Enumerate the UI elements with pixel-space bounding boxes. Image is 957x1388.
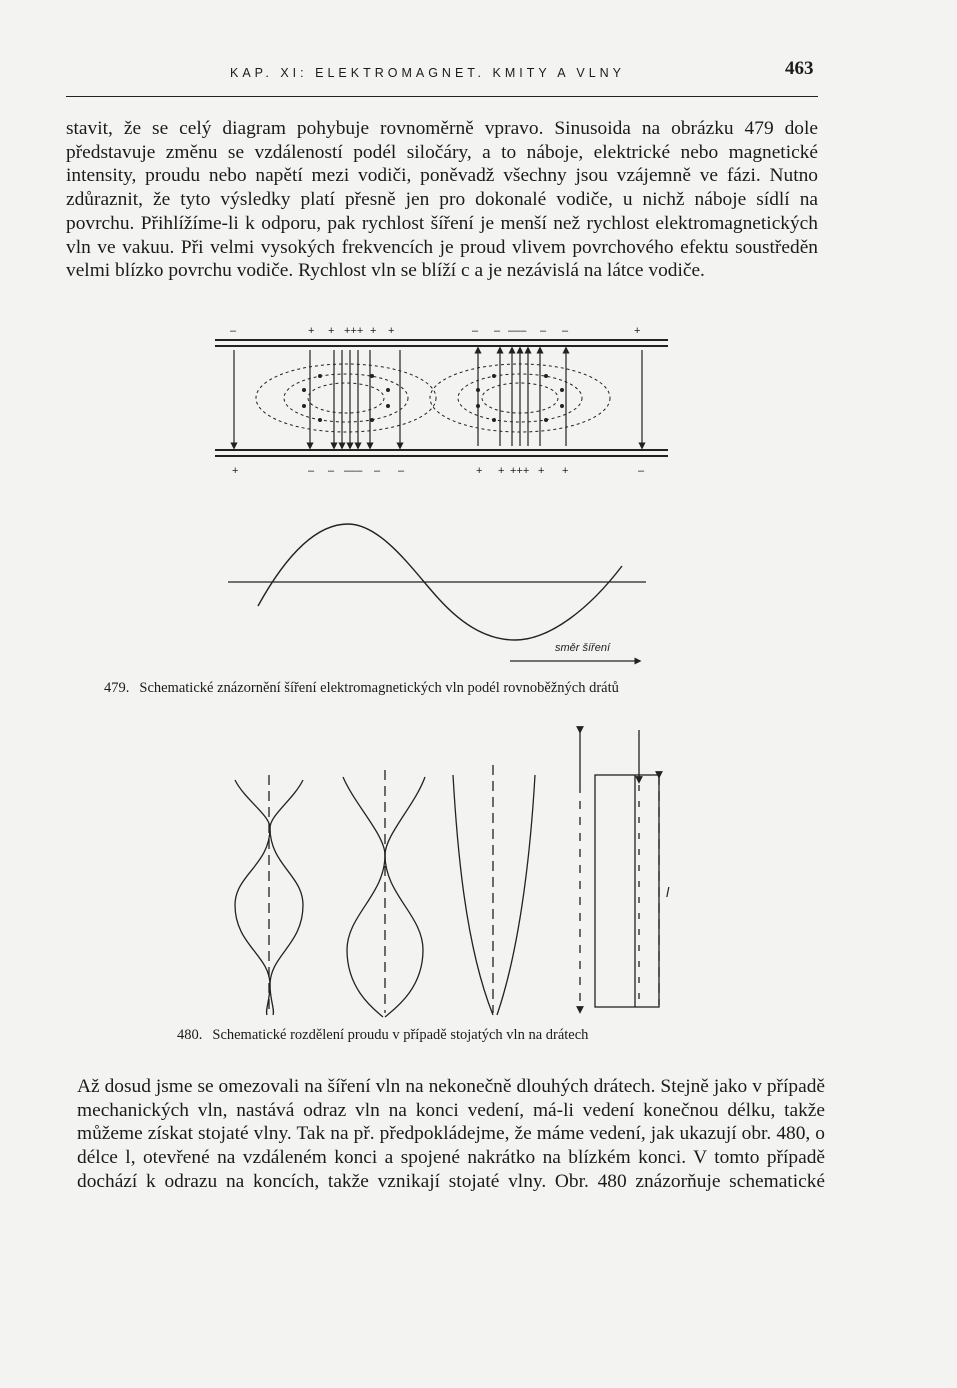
field-dots bbox=[302, 374, 564, 422]
paragraph-bottom: Až dosud jsme se omezovali na šíření vln na nekonečně dlouhých drátech. Stejně jako v případě mechanických vln, nastává odraz vln na konci vedení, má-li vedení konečnou délku, takže můžeme získat stojaté vlny. Tak na př. předpokládejme, že máme vedení, jak ukazují obr. 480, o délce l, otevřené na vzdáleném konci a spojené nakrátko na blízkém konci. V tomto případě dochází k odrazu na koncích, takže vznikají stojaté vlny. Obr. 480 znázorňuje schematické bbox=[77, 1076, 825, 1192]
figure-480-caption bbox=[177, 1027, 588, 1044]
page-number: 463 bbox=[785, 58, 814, 79]
header-rule bbox=[66, 96, 818, 97]
length-label: l bbox=[666, 884, 670, 900]
figure-479-drawing bbox=[210, 318, 680, 668]
running-head: KAP. XI: ELEKTROMAGNET. KMITY A VLNY bbox=[230, 66, 626, 80]
figure-479-caption bbox=[104, 680, 619, 697]
figure-480-drawing bbox=[225, 725, 705, 1025]
figure-480-caption-text: Schematické rozdělení proudu v případě stojatých vln na drátech bbox=[212, 1027, 589, 1043]
bottom-wire bbox=[215, 450, 668, 456]
figure-480 bbox=[225, 725, 705, 1025]
figure-479-caption-number: 479. bbox=[104, 680, 130, 696]
electric-field-lines bbox=[234, 350, 642, 446]
top-wire bbox=[215, 340, 668, 346]
direction-label: směr šíření bbox=[555, 642, 611, 654]
shorted-line-diagram bbox=[580, 730, 659, 1010]
top-charge-signs: – + + +++ + + – – ––– – – + bbox=[230, 325, 641, 337]
paragraph-top: stavit, že se celý diagram pohybuje rovnoměrně vpravo. Sinusoida na obrázku 479 dole představuje změnu se vzdáleností podél siločáry, a to náboje, elektrické nebo magnetické intensity, proudu nebo napětí mezi vodiči, poněvadž všechny jsou vzájemně ve fázi. Nutno zdůraznit, že tyto výsledky platí přesně jen pro dokonalé vodiče, u nichž náboje sídlí na povrchu. Přihlížíme-li k odporu, pak rychlost šíření je menší než rychlost elektromagnetických vln ve vakuu. Při velmi vysokých frekvencích je proud vlivem povrchového efektu soustředěn velmi blízko povrchu vodiče. Rychlost vln se blíží c a je nezávislá na látce vodiče. bbox=[66, 118, 818, 282]
standing-wave-three-quarter bbox=[343, 770, 425, 1017]
figure-480-caption-number: 480. bbox=[177, 1027, 203, 1043]
bottom-charge-signs: + – – ––– – – + + +++ + + – bbox=[232, 465, 645, 477]
figure-479-caption-text: Schematické znázornění šíření elektromagnetických vln podél rovnoběžných drátů bbox=[139, 680, 619, 696]
standing-wave-full-wavelength bbox=[235, 775, 303, 1015]
standing-wave-half bbox=[453, 765, 535, 1015]
magnetic-field-loops bbox=[256, 364, 610, 432]
figure-479 bbox=[210, 318, 680, 668]
